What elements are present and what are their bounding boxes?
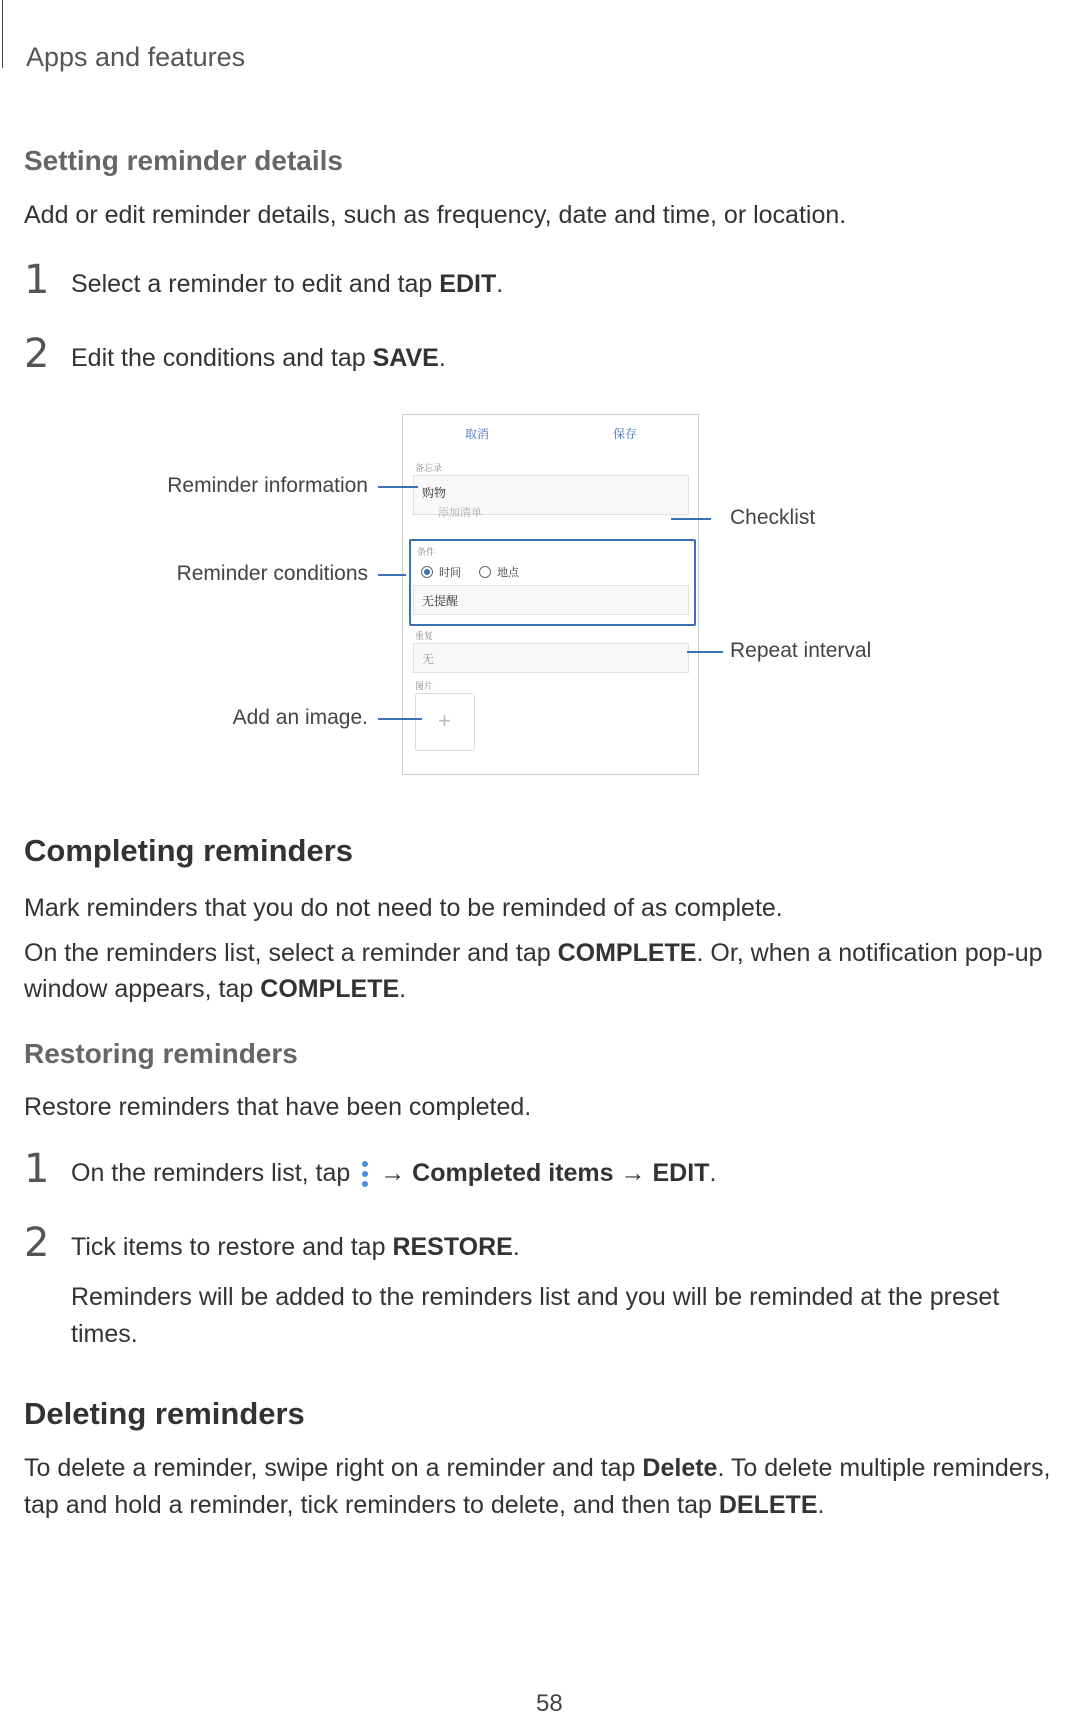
location-radio[interactable]: [479, 566, 491, 578]
memo-label: 备忘录: [415, 463, 443, 473]
callout-checklist: Checklist: [730, 506, 816, 529]
conditions-label: 条件: [417, 547, 436, 557]
completing-p2-e: COMPLETE: [260, 975, 400, 1003]
completing-p2-b: COMPLETE: [557, 939, 697, 967]
restoring-title: Restoring reminders: [24, 1038, 298, 1069]
deleting-c: . To delete multiple reminders,: [717, 1454, 1051, 1482]
setting-step1-number: 1: [24, 257, 50, 303]
no-reminder-field[interactable]: [413, 585, 689, 615]
deleting-e: DELETE: [718, 1491, 818, 1519]
restoring-step2-end: .: [512, 1233, 520, 1261]
arrow-1: →: [380, 1159, 406, 1187]
time-radio[interactable]: [421, 566, 433, 578]
callout-add-image: Add an image.: [232, 706, 368, 729]
callout-reminder-information: Reminder information: [167, 474, 368, 497]
time-option[interactable]: 时间: [439, 567, 461, 579]
save-button[interactable]: 保存: [613, 427, 638, 441]
deleting-line2: [24, 1486, 824, 1524]
memo-field[interactable]: [413, 475, 689, 519]
completing-p1: Mark reminders that you do not need to be reminded of as complete.: [24, 894, 783, 922]
restoring-step1-a: On the reminders list, tap: [71, 1159, 358, 1187]
setting-step1-end: .: [496, 270, 504, 298]
plus-icon: +: [438, 708, 451, 733]
section-header: Apps and features: [26, 42, 246, 72]
restoring-step2: [71, 1228, 520, 1266]
setting-step2-bold: SAVE: [372, 344, 439, 372]
completing-p2-c: . Or, when a notification pop-up: [696, 939, 1043, 967]
setting-step2: [71, 339, 446, 377]
setting-step2-number: 2: [24, 331, 50, 377]
deleting-title: Deleting reminders: [24, 1396, 305, 1431]
restoring-note-line1: Reminders will be added to the reminders list and you will be reminded at the preset: [71, 1283, 1000, 1311]
image-label: 图片: [415, 681, 434, 691]
deleting-b: Delete: [642, 1454, 718, 1482]
completing-p2-d: window appears, tap: [24, 975, 261, 1003]
deleting-line1: [24, 1449, 1051, 1487]
deleting-f: .: [817, 1491, 825, 1519]
restoring-step2-number: 2: [24, 1220, 50, 1266]
setting-step2-text: Edit the conditions and tap: [71, 344, 373, 372]
restoring-step1-number: 1: [24, 1146, 50, 1192]
arrow-2: →: [620, 1159, 646, 1187]
repeat-field[interactable]: [413, 643, 689, 673]
add-image-button[interactable]: [415, 693, 475, 751]
header-rule: [2, 0, 3, 68]
setting-intro: Add or edit reminder details, such as frequency, date and time, or location.: [24, 201, 847, 229]
restoring-step1-c: EDIT: [652, 1159, 710, 1187]
callout-line-conditions: [378, 574, 406, 576]
callout-line-info: [378, 486, 418, 488]
setting-step2-end: .: [438, 344, 446, 372]
repeat-label: 重复: [415, 631, 434, 641]
repeat-value: 无: [422, 652, 435, 666]
completing-p2-a: On the reminders list, select a reminder and tap: [24, 939, 558, 967]
setting-step1-bold: EDIT: [439, 270, 497, 298]
setting-step1: [71, 265, 503, 303]
restoring-step1: [71, 1154, 716, 1192]
restoring-step1-end: .: [709, 1159, 717, 1187]
completing-title: Completing reminders: [24, 833, 353, 868]
no-reminder-value: 无提醒: [422, 594, 459, 608]
checklist-placeholder[interactable]: 添加清单: [438, 507, 482, 519]
callout-line-checklist: [671, 518, 711, 520]
restoring-note-line2: times.: [71, 1320, 138, 1348]
restoring-step1-b: Completed items: [412, 1159, 614, 1187]
page-number: 58: [536, 1690, 563, 1717]
restoring-step2-b: RESTORE: [392, 1233, 513, 1261]
location-option[interactable]: 地点: [497, 567, 519, 579]
callout-reminder-conditions: Reminder conditions: [176, 562, 368, 585]
restoring-step2-a: Tick items to restore and tap: [71, 1233, 393, 1261]
setting-title: Setting reminder details: [24, 145, 343, 176]
memo-value: 购物: [422, 486, 447, 500]
more-options-icon: [360, 1159, 370, 1189]
deleting-a: To delete a reminder, swipe right on a reminder and tap: [24, 1454, 643, 1482]
callout-repeat-interval: Repeat interval: [730, 639, 872, 662]
callout-line-image: [378, 718, 422, 720]
reminder-edit-screenshot: [402, 414, 699, 775]
callout-line-repeat: [687, 651, 723, 653]
completing-p2-line1: [24, 934, 1043, 972]
restoring-intro: Restore reminders that have been completed.: [24, 1093, 532, 1121]
setting-step1-text: Select a reminder to edit and tap: [71, 270, 440, 298]
deleting-d: tap and hold a reminder, tick reminders to delete, and then tap: [24, 1491, 719, 1519]
completing-p2-f: .: [399, 975, 407, 1003]
cancel-button[interactable]: 取消: [465, 427, 490, 441]
completing-p2-line2: [24, 970, 406, 1008]
